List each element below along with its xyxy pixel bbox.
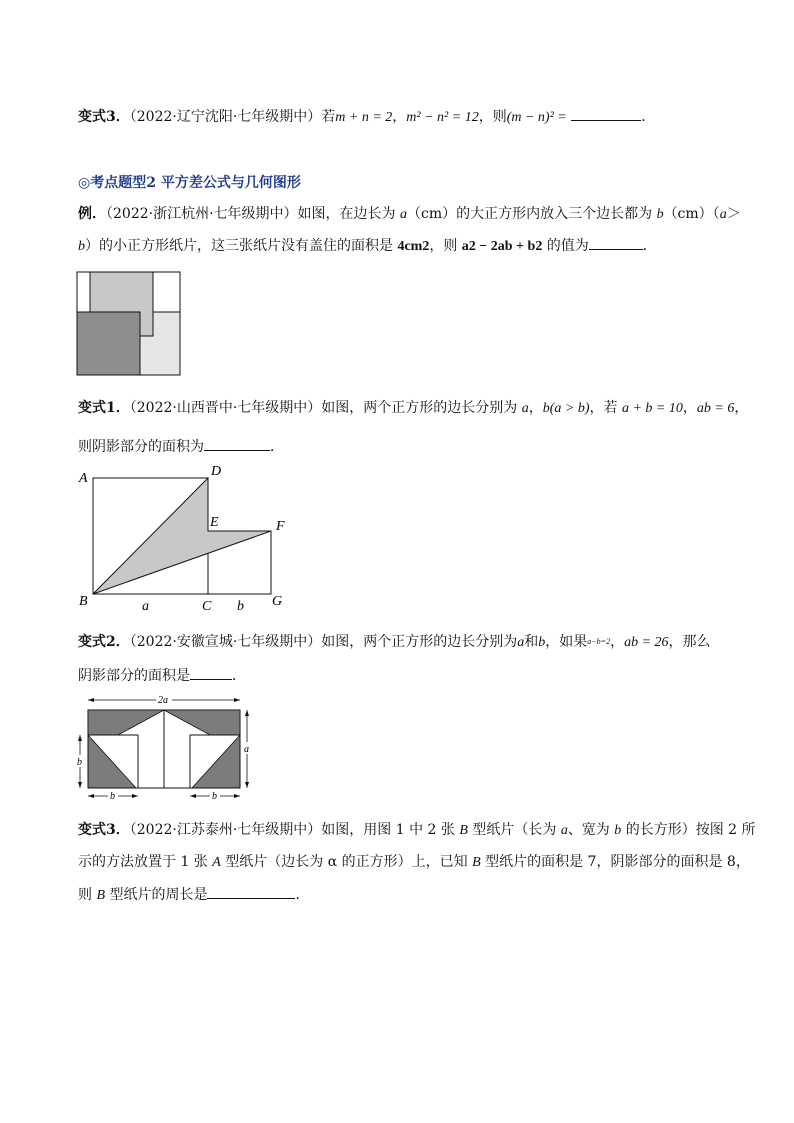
- variant1-text: 则阴影部分的面积为: [78, 439, 204, 455]
- point-f-label: F: [276, 519, 285, 534]
- variant3b-text: 示的方法放置于 1 张: [78, 854, 213, 870]
- arrowhead: [78, 735, 82, 741]
- variant3b-var: A: [212, 855, 221, 870]
- example-line-2: [78, 236, 657, 254]
- variant3a-sep2: ，则: [478, 109, 507, 125]
- variant1-text: （2022·山西晋中·七年级期中）如图，两个正方形的边长分别为: [129, 400, 522, 416]
- variant2-text: 阴影部分的面积是: [78, 668, 190, 684]
- arrowhead: [190, 794, 196, 798]
- variant1-text: ，若: [589, 400, 622, 416]
- top-dimension-label: 2a: [158, 695, 168, 706]
- variant3a-eq1: m + n = 2: [335, 110, 393, 125]
- arrowhead: [234, 794, 240, 798]
- variant1-end: ．: [270, 439, 284, 455]
- variant3a-sep1: ，: [392, 109, 407, 125]
- example-label: 例．: [78, 206, 106, 222]
- bottom-left-dimension-label: b: [110, 791, 115, 802]
- arrowhead: [132, 794, 138, 798]
- variant2-end: ．: [232, 668, 246, 684]
- variant3b-text: 型纸片的面积是 7，阴影部分的面积是 8，: [480, 854, 750, 870]
- variant3b-label: 变式3．: [78, 822, 130, 838]
- variant2-line-2: [78, 666, 246, 684]
- variant2-text: ，: [610, 634, 625, 650]
- variant2-text: （2022·安徽宣城·七年级期中）如图，两个正方形的边长分别为: [129, 634, 518, 650]
- example-var: b: [78, 239, 85, 254]
- variant3b-text: 的长方形）按图 2 所: [621, 822, 756, 838]
- variant3b-var: b: [614, 823, 622, 838]
- variant3b-text: 、宽为: [567, 822, 615, 838]
- variant3b-text: （2022·江苏泰州·七年级期中）如图，用图 1 中 2 张: [129, 822, 460, 838]
- variant3a-eq2: m² − n² = 12: [406, 110, 479, 125]
- small-square-left: [77, 312, 140, 375]
- variant3b-var: a: [560, 823, 568, 838]
- example-text: ）的小正方形纸片，这三张纸片没有盖住的面积是: [85, 238, 398, 254]
- example-area: 4cm2: [397, 239, 430, 254]
- example-text: （cm）的大正方形内放入三个边长都为: [406, 206, 657, 222]
- variant3b-var: B: [96, 888, 106, 903]
- variant2-line-1: [78, 633, 711, 651]
- point-c-label: C: [202, 599, 212, 614]
- arrowhead: [78, 782, 82, 788]
- variant3a-source: （2022·辽宁沈阳·七年级期中）若: [129, 109, 336, 125]
- example-text: ，则: [429, 238, 462, 254]
- side-b-label: b: [237, 599, 244, 614]
- variant2-text: ，那么: [668, 634, 711, 650]
- answer-blank: [589, 236, 643, 250]
- variant1-var: b(a > b): [542, 401, 590, 416]
- variant3a-line: [78, 107, 655, 125]
- variant3b-text: 型纸片（长为: [467, 822, 561, 838]
- point-b-label: B: [79, 594, 88, 609]
- variant2-figure: [70, 690, 265, 810]
- answer-blank: [571, 107, 641, 121]
- variant1-eq: a + b = 10: [621, 401, 683, 416]
- variant3b-line-3: [78, 885, 309, 903]
- answer-blank: [204, 437, 270, 451]
- variant3b-end: ．: [295, 887, 310, 903]
- point-a-label: A: [79, 471, 88, 486]
- point-e-label: E: [210, 515, 219, 530]
- left-dimension-label: b: [77, 757, 82, 768]
- variant3b-line-2: [78, 853, 750, 871]
- variant1-eq: ab = 6: [696, 401, 735, 416]
- variant2-eq-small: a−b=2: [587, 637, 611, 646]
- example-text: 的值为: [542, 238, 589, 254]
- variant1-label: 变式1．: [78, 400, 130, 416]
- variant3b-text: 型纸片（边长为 α 的正方形）上，已知: [220, 854, 473, 870]
- variant2-var: a: [517, 635, 525, 650]
- variant2-label: 变式2．: [78, 634, 130, 650]
- right-dimension-label: a: [244, 744, 249, 755]
- variant3a-eq3: (m − n)² =: [506, 110, 567, 125]
- variant3b-text: 则: [78, 887, 97, 903]
- section-heading: ◎考点题型2 平方差公式与几何图形: [78, 175, 301, 191]
- variant3b-var: B: [472, 855, 481, 870]
- variant3a-label: 变式3．: [78, 109, 130, 125]
- variant1-line-1: [78, 399, 748, 417]
- variant1-figure: [70, 460, 300, 620]
- example-var: a: [399, 207, 407, 222]
- example-text: ＞: [726, 206, 741, 222]
- variant3b-line-1: [78, 821, 756, 839]
- example-var: a: [719, 207, 727, 222]
- example-figure: [70, 265, 190, 385]
- side-a-label: a: [142, 599, 149, 614]
- example-text: （2022·浙江杭州·七年级期中）如图，在边长为: [106, 206, 400, 222]
- arrowhead: [234, 698, 240, 702]
- answer-blank: [207, 885, 295, 899]
- example-end: ．: [642, 238, 657, 254]
- variant1-var: a: [521, 401, 529, 416]
- arrowhead: [88, 698, 94, 702]
- answer-blank: [190, 666, 232, 680]
- example-expression: a2 − 2ab + b2: [461, 239, 543, 254]
- variant3a-end: ．: [641, 109, 656, 125]
- variant2-text: 和: [524, 634, 539, 650]
- example-line-1: [78, 205, 741, 223]
- variant3b-text: 型纸片的周长是: [105, 887, 208, 903]
- variant1-line-2: [78, 437, 284, 455]
- variant2-eq: ab = 26: [624, 635, 669, 650]
- variant1-text: ，: [734, 400, 749, 416]
- variant1-text: ，: [682, 400, 697, 416]
- arrowhead: [245, 782, 249, 788]
- example-text: （cm）（: [663, 206, 720, 222]
- shaded-region: [93, 478, 271, 594]
- variant2-var: b: [538, 635, 546, 650]
- variant1-text: ，: [528, 400, 543, 416]
- arrowhead: [245, 710, 249, 716]
- point-d-label: D: [211, 464, 222, 479]
- point-g-label: G: [272, 594, 283, 609]
- example-var: b: [656, 207, 664, 222]
- arrowhead: [88, 794, 94, 798]
- variant2-text: ，如果: [545, 634, 588, 650]
- bottom-right-dimension-label: b: [212, 791, 217, 802]
- variant3b-var: B: [459, 823, 468, 838]
